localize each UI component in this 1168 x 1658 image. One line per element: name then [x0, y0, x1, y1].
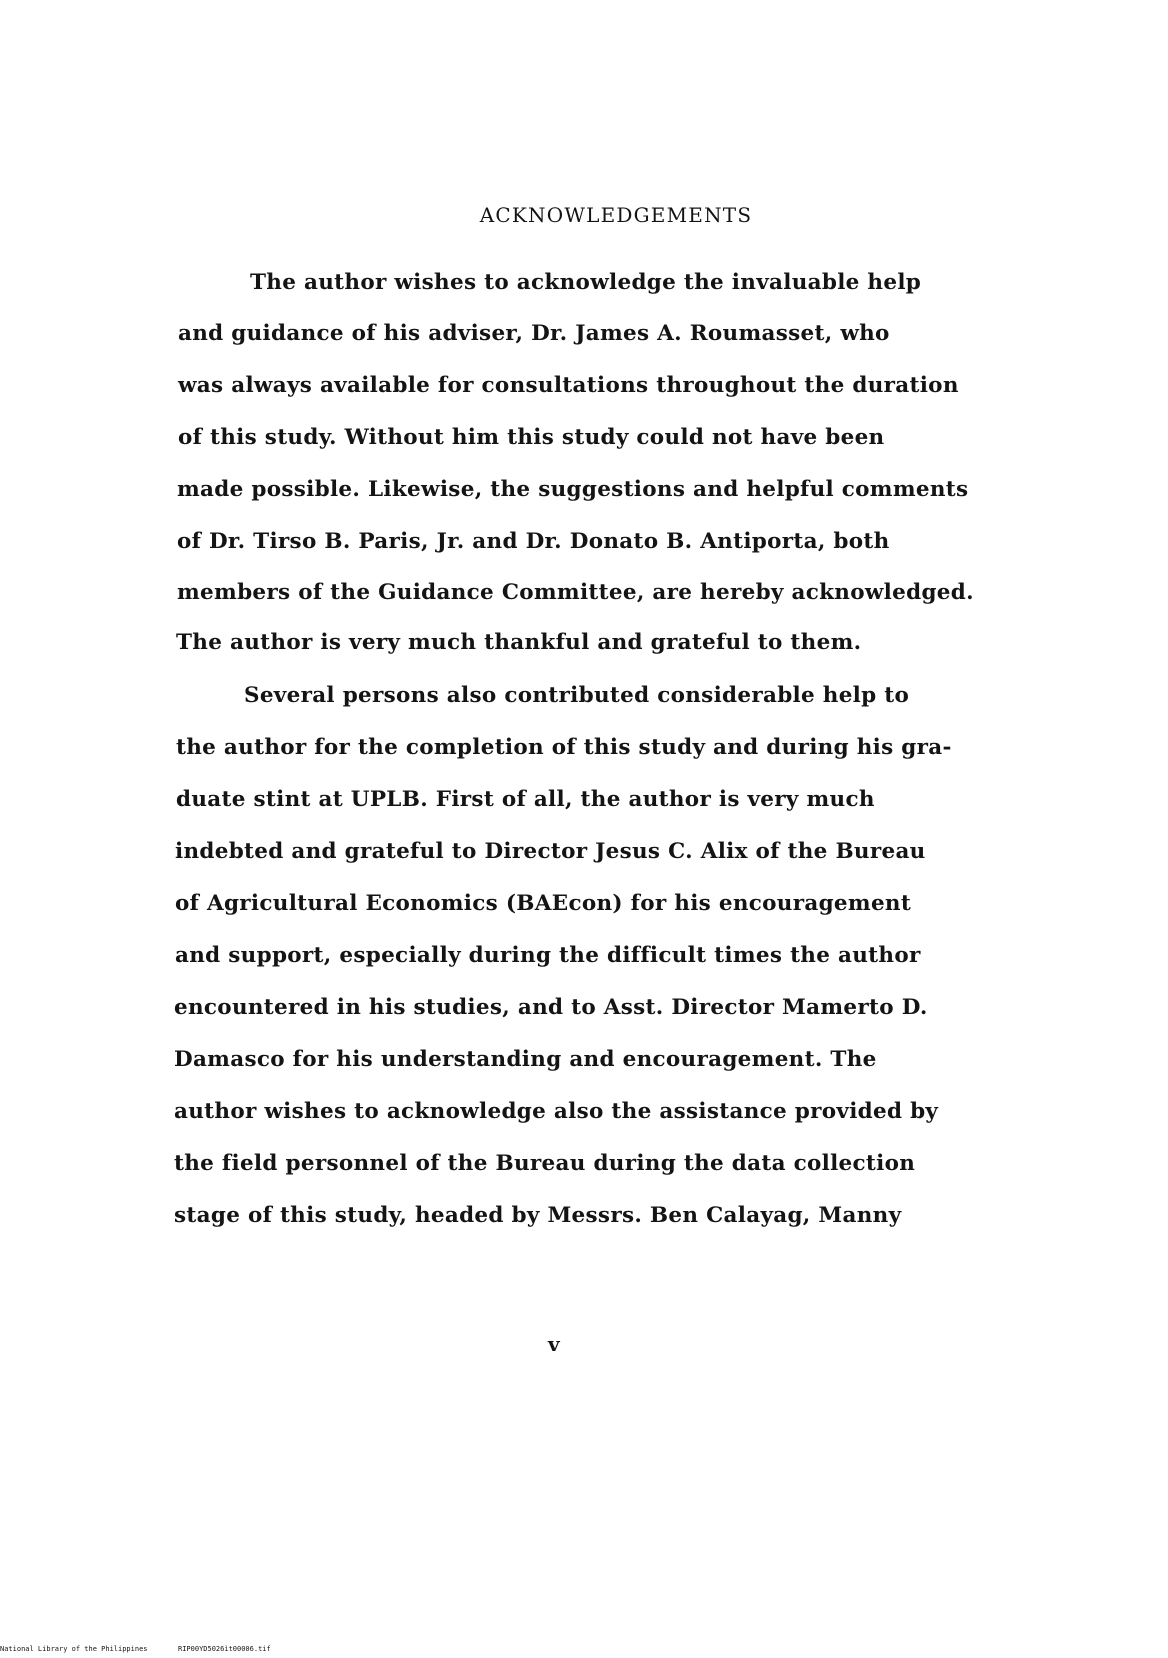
footer-library-credit: National Library of the Philippines — [0, 1645, 148, 1653]
text-line: The author wishes to acknowledge the invaluable help — [250, 270, 922, 295]
text-line: members of the Guidance Committee, are hereby acknowledged. — [177, 580, 974, 605]
text-line: the field personnel of the Bureau during the data collection — [174, 1151, 916, 1176]
text-line: stage of this study, headed by Messrs. Ben Calayag, Manny — [174, 1203, 902, 1228]
text-line: author wishes to acknowledge also the assistance provided by — [174, 1099, 939, 1124]
text-line: the author for the completion of this study and during his gra- — [176, 735, 952, 760]
text-line: and guidance of his adviser, Dr. James A. Roumasset, who — [178, 321, 890, 346]
text-line: The author is very much thankful and grateful to them. — [176, 630, 862, 655]
page-title: ACKNOWLEDGEMENTS — [479, 203, 753, 227]
text-line: of this study. Without him this study could not have been — [178, 425, 885, 450]
text-line: of Agricultural Economics (BAEcon) for his encouragement — [175, 891, 912, 916]
text-line: indebted and grateful to Director Jesus C. Alix of the Bureau — [175, 839, 926, 864]
text-line: Damasco for his understanding and encouragement. The — [174, 1047, 877, 1072]
text-line: made possible. Likewise, the suggestions and helpful comments — [177, 477, 969, 502]
footer-file-id: RIP00YD5026ìt00006.tif — [178, 1645, 271, 1653]
text-line: Several persons also contributed considerable help to — [244, 683, 910, 708]
text-line: was always available for consultations throughout the duration — [178, 373, 959, 398]
page-number: v — [548, 1332, 560, 1356]
text-line: and support, especially during the difficult times the author — [175, 943, 921, 968]
text-line: of Dr. Tirso B. Paris, Jr. and Dr. Donato B. Antiporta, both — [177, 529, 890, 554]
text-line: encountered in his studies, and to Asst. Director Mamerto D. — [174, 995, 928, 1020]
text-line: duate stint at UPLB. First of all, the author is very much — [176, 787, 875, 812]
